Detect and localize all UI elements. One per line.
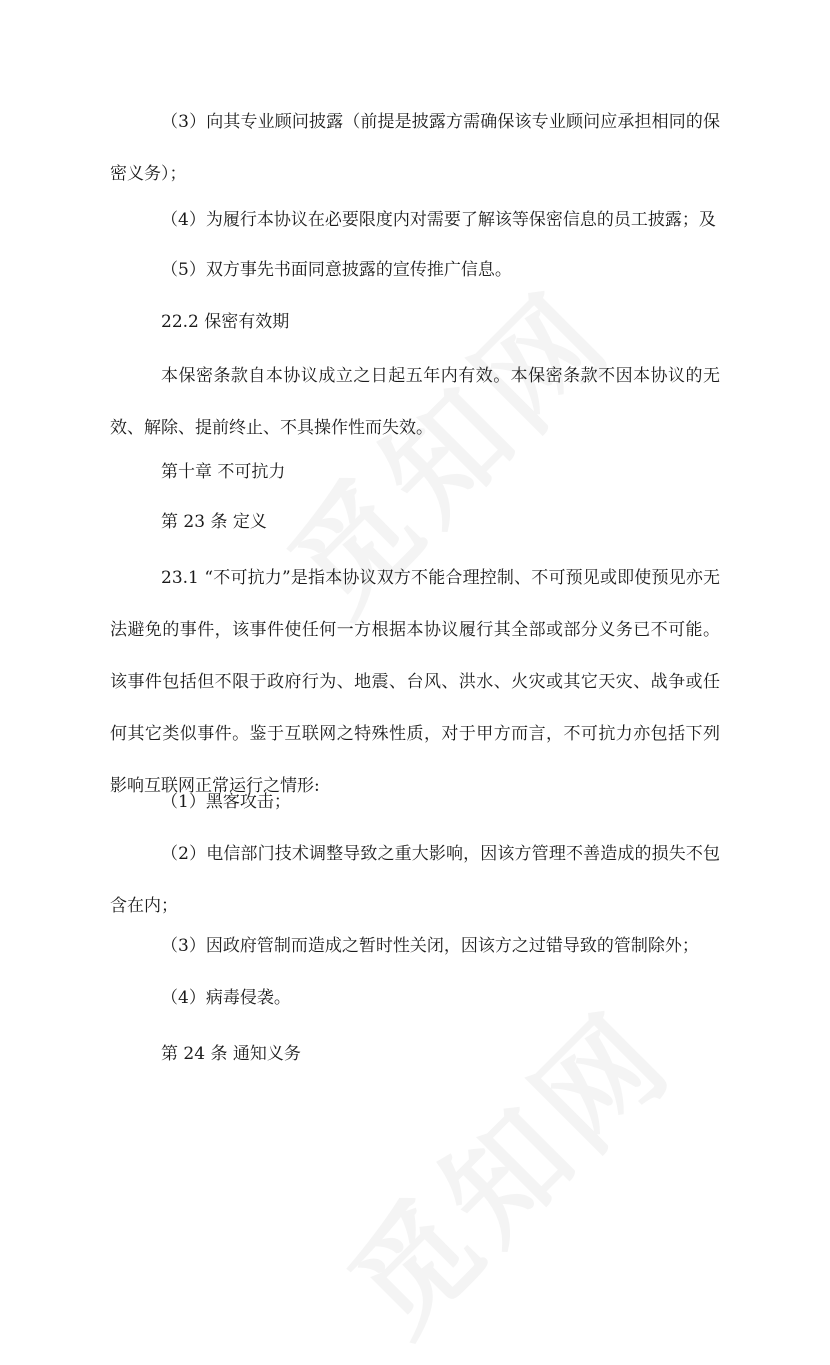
list-item-government-closure: （3）因政府管制而造成之暂时性关闭，因该方之过错导致的管制除外； xyxy=(161,936,699,956)
paragraph-confidentiality-validity: 本保密条款自本协议成立之日起五年内有效。本保密条款不因本协议的无效、解除、提前终止、不具操作性而失效。 xyxy=(110,366,720,438)
article-heading-notification-duty: 第 24 条 通知义务 xyxy=(161,1044,301,1064)
list-item-telecom-adjustment: （2）电信部门技术调整导致之重大影响，因该方管理不善造成的损失不包含在内； xyxy=(110,844,720,916)
section-heading-confidentiality-term: 22.2 保密有效期 xyxy=(161,312,290,332)
paragraph-disclosure-publicity: （5）双方事先书面同意披露的宣传推广信息。 xyxy=(161,260,512,280)
paragraph-disclosure-advisor: （3）向其专业顾问披露（前提是披露方需确保该专业顾问应承担相同的保密义务）； xyxy=(110,112,720,184)
chapter-heading-force-majeure: 第十章 不可抗力 xyxy=(161,462,286,482)
paragraph-force-majeure-definition: 23.1 “不可抗力”是指本协议双方不能合理控制、不可预见或即使预见亦无法避免的事件，该事件使任何一方根据本协议履行其全部或部分义务已不可能。该事件包括但不限于政府行为、地震、台风、洪水、火灾或其它天灾、战争或任何其它类似事件。鉴于互联网之特殊性质，对于甲方而言，不可抗力亦包括下列影响互联网正常运行之情形: xyxy=(110,568,720,796)
list-item-hacker-attack: （1）黑客攻击； xyxy=(161,792,291,812)
list-item-virus-attack: （4）病毒侵袭。 xyxy=(161,988,291,1008)
article-heading-definition: 第 23 条 定义 xyxy=(161,512,267,532)
paragraph-disclosure-employee: （4）为履行本协议在必要限度内对需要了解该等保密信息的员工披露；及 xyxy=(161,210,716,230)
watermark xyxy=(306,967,703,1364)
